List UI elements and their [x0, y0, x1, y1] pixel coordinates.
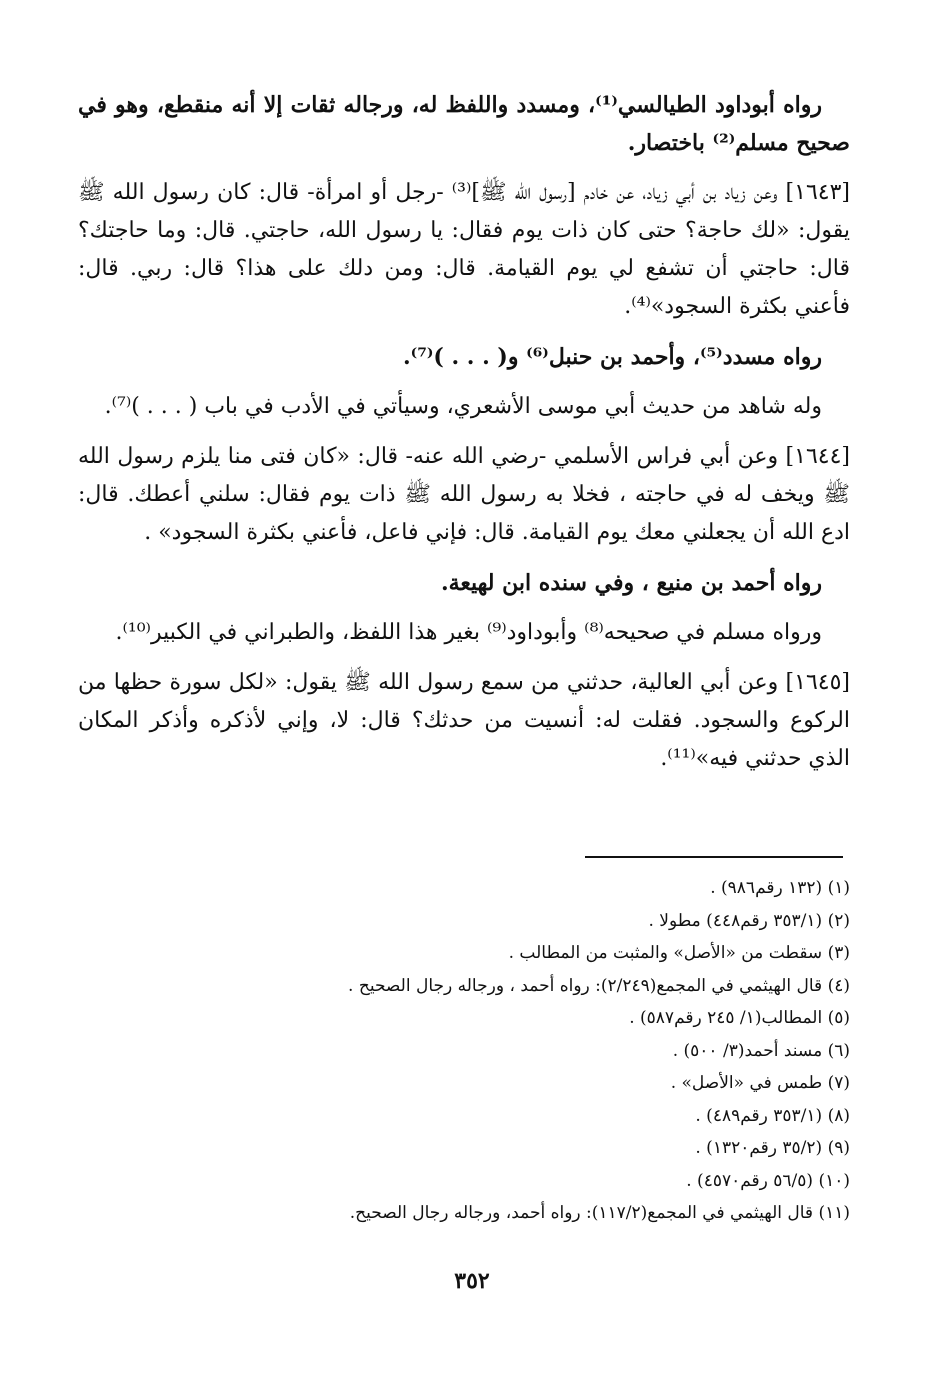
footnote: (٢) (٣٥٣/١ رقم٤٤٨) مطولا .: [648, 910, 850, 931]
footnote: (٧) طمس في «الأصل» .: [670, 1073, 850, 1093]
paragraph: رواه أحمد بن منيع ، وفي سنده ابن لهيعة.: [440, 570, 822, 596]
paragraph: [١٦٤٥] وعن أبي العالية، حدثني من سمع رسول الله ﷺ يقول: «لكل سورة حظها من الركوع والسجود. فقلت له: أنسيت من حدثك؟ قال: لا، وإني لأذكره وأذكر المكان الذي حدثني فيه»⁽¹¹⁾.: [78, 670, 850, 771]
paragraph: [١٦٤٤] وعن أبي فراس الأسلمي -رضي الله عنه- قال: «كان فتى منا يلزم رسول الله ﷺ ويخف له في حاجته ، فخلا به رسول الله ﷺ ذات يوم فقال: سلني أعطك. قال: ادع الله أن يجعلني معك يوم القيامة. قال: فإني فاعل، فأعني بكثرة السجود» .: [78, 444, 850, 545]
footnote: (٦) مسند أحمد(٣/ ٥٠٠) .: [672, 1040, 850, 1061]
footnote: (٤) قال الهيثمي في المجمع(٢/٢٤٩): رواه أحمد ، ورجاله رجال الصحيح .: [348, 975, 850, 996]
footnote: (٥) المطالب(١/ ٢٤٥ رقم٥٨٧) .: [629, 1008, 850, 1028]
footnote: (١٠) (٥٦/٥ رقم٤٥٧٠) .: [686, 1170, 850, 1191]
page-number: ٣٥٢: [454, 1268, 490, 1294]
paragraph: وله شاهد من حديث أبي موسى الأشعري، وسيأتي في الأدب في باب ( . . . )⁽⁷⁾.: [104, 394, 822, 419]
footnote-separator: [585, 856, 843, 858]
footnote: (١١) قال الهيثمي في المجمع(١١٧/٢): رواه أحمد، ورجاله رجال الصحيح.: [349, 1203, 850, 1223]
paragraph: ورواه مسلم في صحيحه⁽⁸⁾ وأبوداود⁽⁹⁾ بغير هذا اللفظ، والطبراني في الكبير⁽¹⁰⁾.: [115, 620, 822, 645]
footnote: (٩) (٣٥/٢ رقم١٣٢٠) .: [695, 1138, 850, 1158]
paragraph: رواه مسدد⁽⁵⁾، وأحمد بن حنبل⁽⁶⁾ و( . . . )⁽⁷⁾.: [402, 344, 822, 370]
footnotes: [78, 872, 850, 1230]
footnote: (١) (١٣٢ رقم٩٨٦) .: [710, 878, 850, 898]
paragraph: [١٦٤٣] وعن زياد بن أبي زياد، عن خادم [رسول الله ﷺ]⁽³⁾ -رجل أو امرأة- قال: كان رسول الله ﷺ يقول: «لك حاجة؟ حتى كان ذات يوم فقال: يا رسول الله، حاجتي. قال: وما حاجتك؟ قال: حاجتي أن تشفع لي يوم القيامة. قال: ومن دلك على هذا؟ قال: ربي. قال: فأعني بكثرة السجود»⁽⁴⁾.: [78, 180, 850, 319]
paragraph: رواه أبوداود الطيالسي⁽¹⁾، ومسدد واللفظ له، ورجاله ثقات إلا أنه منقطع، وهو في صحيح مسلم⁽²⁾ باختصار.: [78, 92, 850, 156]
body-text: [78, 86, 850, 778]
footnote: (٨) (٣٥٣/١ رقم٤٨٩) .: [695, 1105, 850, 1126]
footnote: (٣) سقطت من «الأصل» والمثبت من المطالب .: [508, 943, 850, 963]
